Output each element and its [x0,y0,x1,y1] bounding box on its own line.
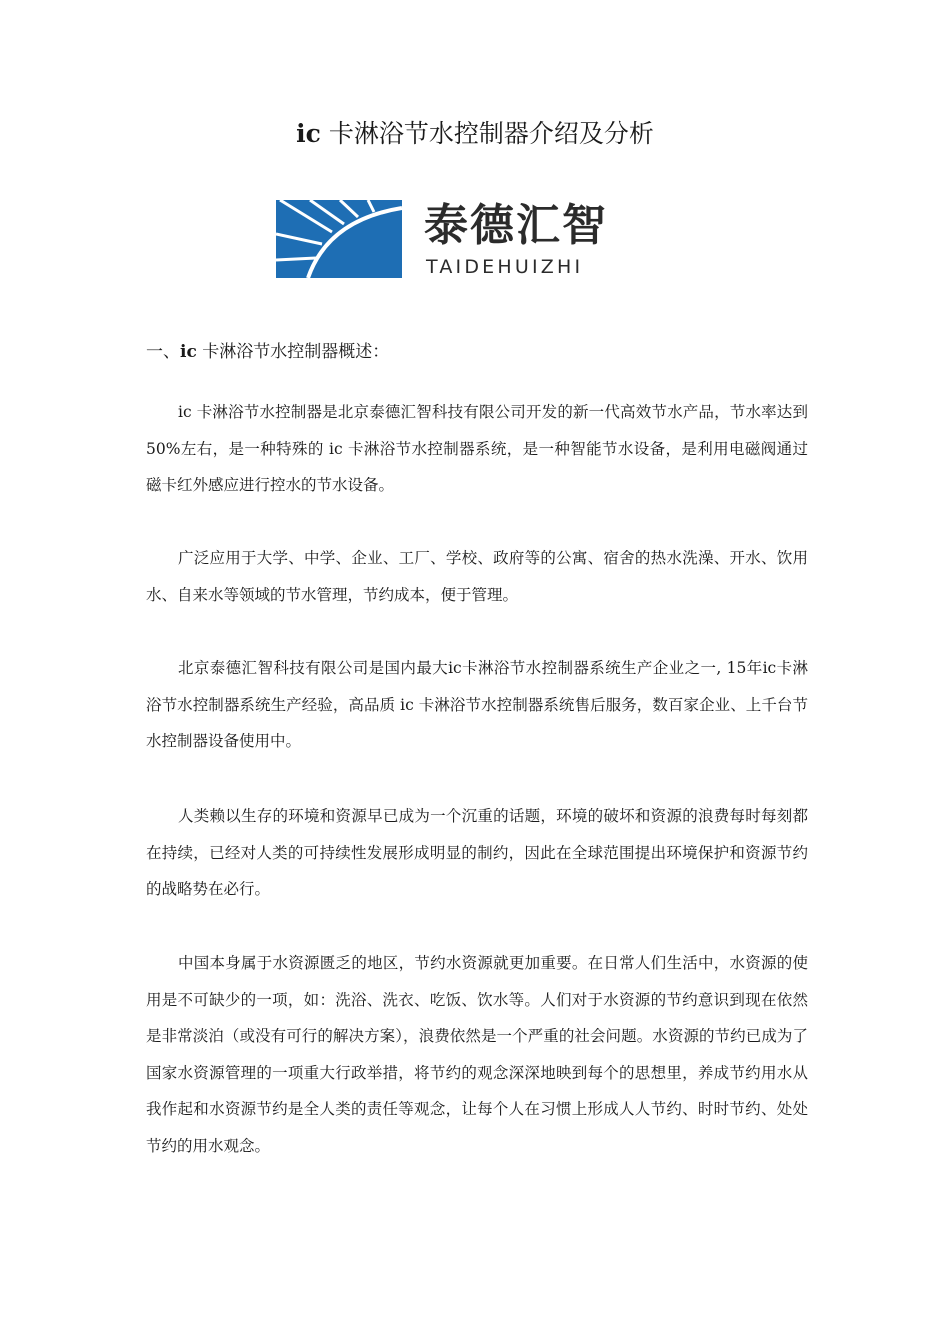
paragraph-water-resources: 中国本身属于水资源匮乏的地区，节约水资源就更加重要。在日常人们生活中，水资源的使用是不可缺少的一项，如：洗浴、洗衣、吃饭、饮水等。人们对于水资源的节约意识到现在依然是非常淡泊（或没有可行的解决方案），浪费依然是一个严重的社会问题。水资源的节约已成为了国家水资源管理的一项重大行政举措，将节约的观念深深地映到每个的思想里，养成节约用水从我作起和水资源节约是全人类的责任等观念，让每个人在习惯上形成人人节约、时时节约、处处节约的用水观念。 [146,954,808,1155]
logo-english-name: TAIDEHUIZHI [426,256,584,278]
title-text: 卡淋浴节水控制器介绍及分析 [320,119,654,148]
company-logo [276,200,626,278]
paragraph-environment: 人类赖以生存的环境和资源早已成为一个沉重的话题，环境的破坏和资源的浪费每时每刻都在持续，已经对人类的可持续性发展形成明显的制约，因此在全球范围提出环境保护和资源节约的战略势在必行。 [146,807,808,898]
logo-mark-icon [276,200,402,278]
paragraph-applications: 广泛应用于大学、中学、企业、工厂、学校、政府等的公寓、宿舍的热水洗澡、开水、饮用水、自来水等领域的节水管理，节约成本，便于管理。 [146,549,808,604]
paragraph-overview: ic 卡淋浴节水控制器是北京泰德汇智科技有限公司开发的新一代高效节水产品，节水率达到 50%左右，是一种特殊的 ic 卡淋浴节水控制器系统，是一种智能节水设备，是利用电磁阀通过磁卡红外感应进行控水的节水设备。 [146,403,808,494]
section-heading [146,338,389,366]
section-heading-text: 卡淋浴节水控制器概述： [196,342,390,362]
paragraph-company: 北京泰德汇智科技有限公司是国内最大ic卡淋浴节水控制器系统生产企业之一, 15年ic卡淋浴节水控制器系统生产经验，高品质 ic 卡淋浴节水控制器系统售后服务，数百家企业、上千台节水控制器设备使用中。 [146,659,808,750]
logo-chinese-name: 泰德汇智 [424,200,608,251]
section-heading-ic: ic [180,342,197,362]
title-ic-prefix: ic [296,119,321,148]
document-title [0,116,950,152]
section-number: 一、 [146,342,180,362]
